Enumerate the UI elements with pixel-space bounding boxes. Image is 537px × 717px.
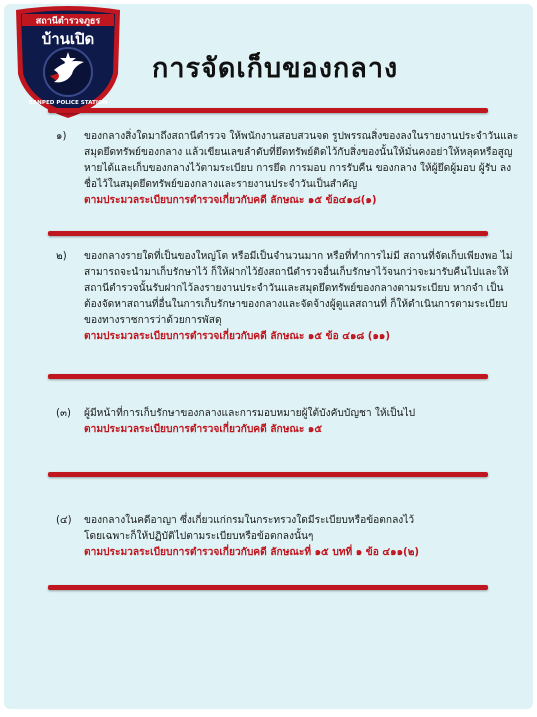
section-number: ๒) <box>56 251 67 262</box>
section-line: ชื่อไว้ในสมุดยึดทรัพย์ของกลางและรายงานประจำวันเป็นสำคัญ <box>84 179 358 190</box>
section-3 <box>56 406 484 438</box>
document-page <box>4 4 533 709</box>
divider-bar <box>48 108 488 113</box>
section-reference: ตามประมวลระเบียบการตำรวจเกี่ยวกับคดี ลักษณะ ๑๕ ข้อ ๔๑๘ (๑๑) <box>84 331 391 342</box>
section-line: สมุดยึดทรัพย์ของกลาง แล้วเขียนเลขลำดับที่ยึดทรัพย์ติดไว้กับสิ่งของนั้นให้มั่นคงอย่าให้หลุดหรือสูญ <box>84 147 513 158</box>
section-4 <box>56 513 484 561</box>
section-number: (๔) <box>56 515 72 526</box>
section-number: (๓) <box>56 408 71 419</box>
section-line: หายได้และเก็บของกลางไว้ตามระเบียบ การยึด การมอบ การรับคืน ของกลาง ให้ผู้ยึดผู้มอบ ผู้รับ ลง <box>84 163 512 174</box>
section-line: ต้องจัดหาสถานที่อื่นในการเก็บรักษาของกลางและจัดจ้างผู้ดูแลสถานที่ ก็ให้ดำเนินการตามระเบียบ <box>84 299 508 310</box>
section-1 <box>56 129 519 209</box>
divider-bar <box>48 472 488 477</box>
page-title: การจัดเก็บของกลาง <box>152 53 399 84</box>
divider-bar <box>48 585 488 590</box>
section-line: โดยเฉพาะก็ให้ปฏิบัติไปตามระเบียบหรือข้อตกลงนั้นๆ <box>84 531 314 542</box>
section-line: ของกลางในคดีอาญา ซึ่งเกี่ยวแก่กรมในกระทรวงใดมีระเบียบหรือข้อตกลงไว้ <box>84 515 415 526</box>
badge-bottom-text: BANPED POLICE STATION <box>28 100 108 106</box>
section-reference: ตามประมวลระเบียบการตำรวจเกี่ยวกับคดี ลักษณะ ๑๕ <box>84 424 323 435</box>
section-line: ของกลางรายใดที่เป็นของใหญ่โต หรือมีเป็นจำนวนมาก หรือที่ทำการไม่มี สถานที่จัดเก็บเพียงพอ ไม่ <box>84 251 513 262</box>
badge-top-text: สถานีตำรวจภูธร <box>35 16 101 27</box>
police-station-badge-logo <box>10 4 126 122</box>
section-reference: ตามประมวลระเบียบการตำรวจเกี่ยวกับคดี ลักษณะ ๑๕ ข้อ๔๑๘(๑) <box>84 195 377 206</box>
divider-bar <box>48 374 488 379</box>
section-reference: ตามประมวลระเบียบการตำรวจเกี่ยวกับคดี ลักษณะที่ ๑๕ บทที่ ๑ ข้อ ๔๑๑(๒) <box>84 547 420 558</box>
section-line: ของทางราชการว่าด้วยการพัสดุ <box>84 315 222 326</box>
section-line: สามารถจะนำมาเก็บรักษาไว้ ก็ให้ฝากไว้ยังสถานีตำรวจอื่นเก็บรักษาไว้จนกว่าจะมารับคืนไปและให้ <box>84 267 509 278</box>
section-line: ผู้มีหน้าที่การเก็บรักษาของกลางและการมอบหมายผู้ใต้บังคับบัญชา ให้เป็นไป <box>84 408 416 419</box>
section-line: ของกลางสิ่งใดมาถึงสถานีตำรวจ ให้พนักงานสอบสวนจด รูปพรรณสิ่งของลงในรายงานประจำวันและ <box>84 131 519 142</box>
badge-name: บ้านเปิด <box>41 30 95 48</box>
section-number: ๑) <box>56 131 67 142</box>
section-line: สถานีตำรวจนั้นรับฝากไว้ลงรายงานประจำวันและสมุดยึดทรัพย์ของกลางตามระเบียบ หากจำ เป็น <box>84 283 504 294</box>
divider-bar <box>48 231 488 236</box>
section-2 <box>56 249 513 345</box>
